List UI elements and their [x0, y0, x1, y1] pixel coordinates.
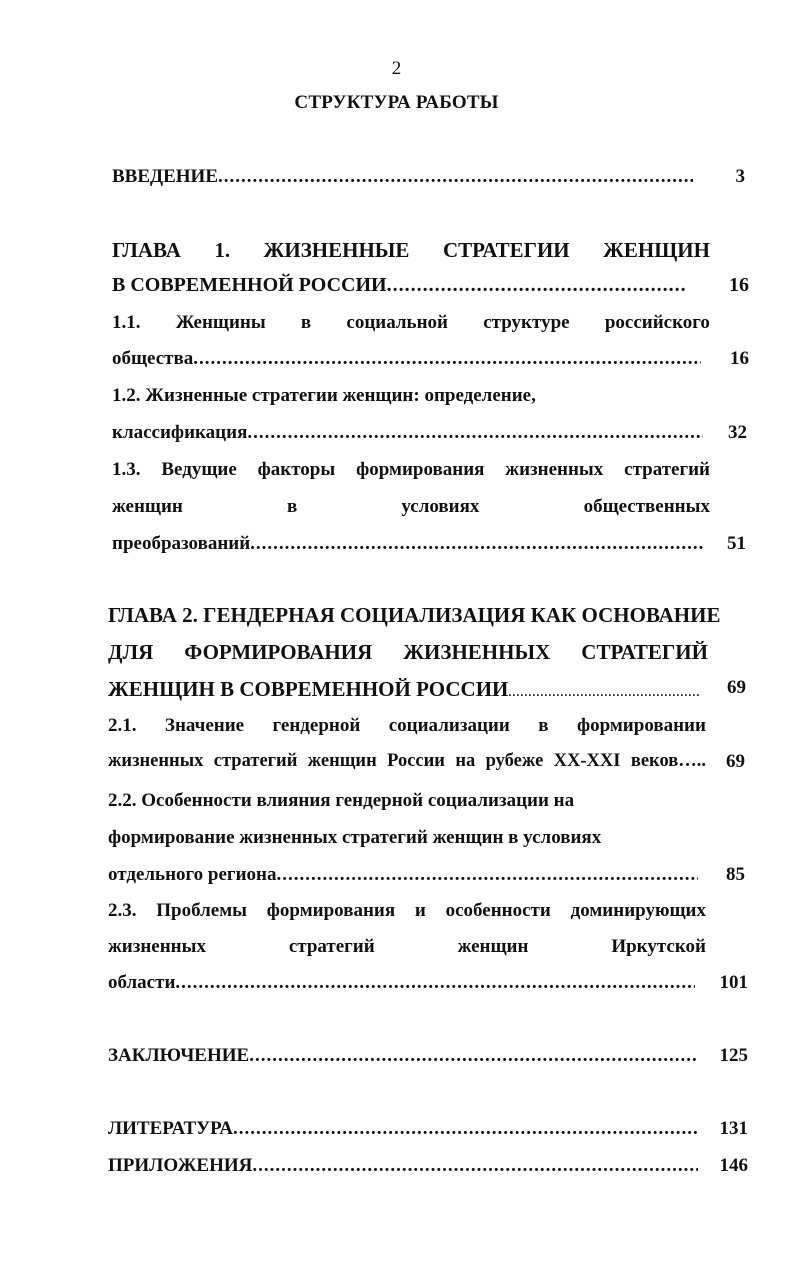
word: 2.1.: [108, 715, 137, 736]
word: 2.3.: [108, 900, 137, 921]
toc-leader: [250, 533, 705, 555]
word: 1.: [214, 238, 231, 262]
word: общественных: [583, 496, 710, 517]
toc-leader: [252, 1155, 698, 1177]
word: ЖЕНЩИН: [603, 238, 710, 262]
word: условиях: [401, 496, 480, 517]
word: гендерной: [272, 715, 361, 736]
word: в: [286, 496, 298, 517]
word: формирования: [266, 900, 396, 921]
word: Проблемы: [156, 900, 248, 921]
toc-leader: [247, 422, 703, 444]
toc-chapter2-heading: ГЛАВА 2. ГЕНДЕРНАЯ СОЦИАЛИЗАЦИЯ КАК ОСНОВАНИЕ: [108, 603, 721, 627]
toc-label: В СОВРЕМЕННОЙ РОССИИ: [112, 274, 387, 296]
page-number: 2: [391, 58, 402, 79]
toc-page: 69: [726, 751, 745, 772]
toc-leader: [218, 166, 693, 188]
toc-page: 16: [730, 348, 749, 369]
toc-page: 69: [727, 677, 746, 698]
toc-chapter2-heading-line2: [108, 640, 708, 665]
toc-page: 85: [726, 864, 745, 885]
word: ГЛАВА: [112, 238, 181, 262]
toc-leader: [175, 972, 695, 994]
word: стратегий: [288, 936, 375, 957]
word: и: [414, 900, 426, 921]
toc-section-1-1-line1: [112, 312, 710, 334]
word: Женщины: [175, 312, 266, 333]
toc-label: ПРИЛОЖЕНИЯ: [108, 1155, 253, 1176]
word: социализации: [388, 715, 510, 736]
word: СТРАТЕГИИ: [442, 238, 570, 262]
word: 1.1.: [112, 312, 141, 333]
word: социальной: [346, 312, 449, 333]
word: ЖИЗНЕННЫЕ: [263, 238, 410, 262]
word: ФОРМИРОВАНИЯ: [184, 640, 373, 664]
toc-leader: [249, 1045, 698, 1067]
toc-label: классификация: [112, 422, 248, 443]
toc-page: 101: [719, 972, 748, 993]
word: особенности: [445, 900, 551, 921]
toc-page: 32: [728, 422, 747, 443]
word: доминирующих: [570, 900, 706, 921]
word: женщин: [112, 496, 183, 517]
word: ЖИЗНЕННЫХ: [403, 640, 551, 664]
word: формировании: [576, 715, 706, 736]
word: структуре: [483, 312, 570, 333]
page-title: СТРУКТУРА РАБОТЫ: [294, 92, 499, 113]
toc-label: преобразований: [112, 533, 251, 554]
toc-leader: [233, 1118, 698, 1140]
toc-page: 125: [719, 1045, 748, 1066]
toc-label: области: [108, 972, 176, 993]
toc-section-1-3-line2: [112, 496, 710, 518]
toc-page: 3: [735, 166, 745, 187]
word: в: [300, 312, 312, 333]
toc-leader: [387, 274, 686, 297]
word: Значение: [164, 715, 245, 736]
toc-label: ЗАКЛЮЧЕНИЕ: [108, 1045, 250, 1066]
toc-section-2-3-line1: [108, 900, 706, 922]
toc-label: ЛИТЕРАТУРА: [108, 1118, 234, 1139]
toc-label: общества: [112, 348, 194, 369]
toc-label: отдельного региона: [108, 864, 277, 885]
word: жизненных: [108, 936, 206, 957]
toc-page: 146: [719, 1155, 748, 1176]
word: в: [538, 715, 549, 736]
toc-chapter1-heading: [112, 238, 710, 263]
toc-label: ВВЕДЕНИЕ: [112, 166, 218, 187]
word: ДЛЯ: [108, 640, 154, 664]
toc-label: ЖЕНЩИН В СОВРЕМЕННОЙ РОССИИ: [108, 677, 509, 701]
word: СТРАТЕГИЙ: [581, 640, 708, 664]
toc-leader: [508, 685, 700, 700]
toc-section-1-2-line1: 1.2. Жизненные стратегии женщин: определение,: [112, 385, 536, 406]
toc-leader: [193, 348, 701, 370]
toc-page: 51: [727, 533, 746, 554]
toc-section-2-3-line2: [108, 936, 706, 958]
toc-label: жизненных стратегий женщин России на рубеже XX-XXI веков…..: [108, 751, 706, 771]
word: Иркутской: [611, 936, 706, 957]
toc-page: 16: [729, 274, 749, 296]
toc-leader: [276, 864, 698, 886]
toc-section-2-2-line1: 2.2. Особенности влияния гендерной социализации на: [108, 790, 575, 811]
word: женщин: [457, 936, 529, 957]
word: российского: [604, 312, 710, 333]
toc-section-2-1-line1: [108, 715, 706, 737]
toc-section-2-2-line2: формирование жизненных стратегий женщин в условиях: [108, 827, 602, 848]
toc-page: 131: [719, 1118, 748, 1139]
toc-section-1-3-line1: 1.3. Ведущие факторы формирования жизненных стратегий: [112, 459, 710, 480]
